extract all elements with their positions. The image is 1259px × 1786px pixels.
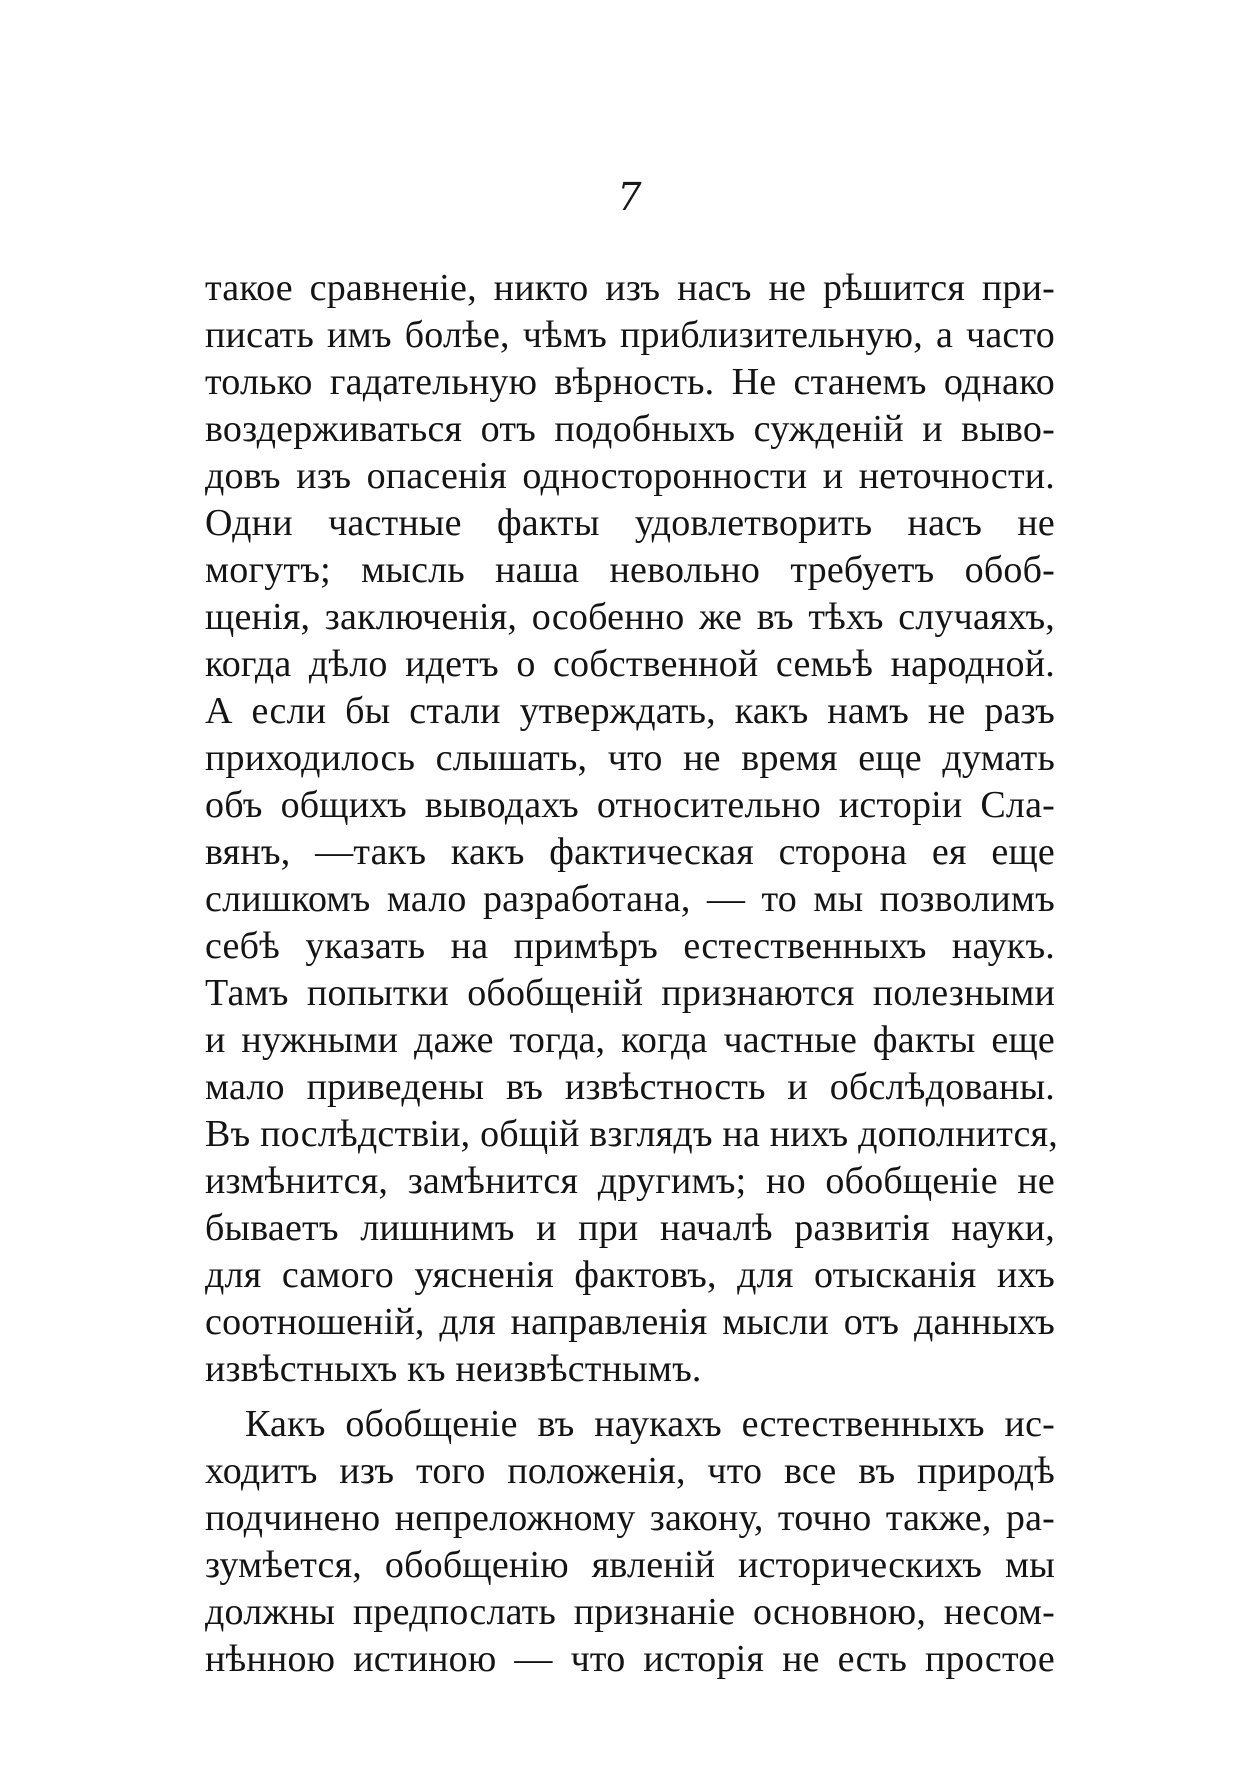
- text-line: измѣнится, замѣнится другимъ; но обобщеніе не: [205, 1160, 1055, 1202]
- text-line: Какъ обобщеніе въ наукахъ естественныхъ ис-: [245, 1403, 1055, 1445]
- text-line: только гадательную вѣрность. Не станемъ однако: [205, 361, 1055, 403]
- text-line: когда дѣло идетъ о собственной семьѣ народной.: [205, 643, 1055, 685]
- text-line: могутъ; мысль наша невольно требуетъ обоб-: [205, 549, 1055, 591]
- text-line: довъ изъ опасенія односторонности и неточности.: [205, 455, 1055, 497]
- text-line: для самого уясненія фактовъ, для отысканія ихъ: [205, 1254, 1055, 1296]
- text-line: и нужными даже тогда, когда частные факты еще: [205, 1019, 1055, 1061]
- text-line: Въ послѣдствіи, общій взглядъ на нихъ дополнится,: [205, 1113, 1058, 1155]
- text-line: нѣнною истиною — что исторія не есть простое: [205, 1638, 1055, 1680]
- text-line: писать имъ болѣе, чѣмъ приблизительную, а часто: [205, 314, 1055, 356]
- text-line: соотношеній, для направленія мысли отъ данныхъ: [205, 1301, 1055, 1343]
- text-line: бываетъ лишнимъ и при началѣ развитія науки,: [205, 1207, 1055, 1249]
- text-line: вянъ, —такъ какъ фактическая сторона ея еще: [205, 831, 1055, 873]
- text-line: зумѣется, обобщенію явленій историческихъ мы: [205, 1544, 1055, 1586]
- paragraph-2: [205, 1401, 1055, 1683]
- text-line: Тамъ попытки обобщеній признаются полезными: [205, 972, 1055, 1014]
- text-line: воздерживаться отъ подобныхъ сужденій и выво-: [205, 408, 1055, 450]
- text-line: приходилось слышать, что не время еще думать: [205, 737, 1055, 779]
- text-line: А если бы стали утверждать, какъ намъ не разъ: [205, 690, 1055, 732]
- paragraph-gap: [205, 1393, 1055, 1401]
- text-line: извѣстныхъ къ неизвѣстнымъ.: [205, 1348, 702, 1390]
- text-line: себѣ указать на примѣръ естественныхъ наукъ.: [205, 925, 1055, 967]
- text-line: щенія, заключенія, особенно же въ тѣхъ случаяхъ,: [205, 596, 1055, 638]
- text-line: слишкомъ мало разработана, — то мы позволимъ: [205, 878, 1055, 920]
- text-line: мало приведены въ извѣстность и обслѣдованы.: [205, 1066, 1055, 1108]
- text-line: ходитъ изъ того положенія, что все въ природѣ: [205, 1450, 1055, 1492]
- text-line: Одни частные факты удовлетворить насъ не: [205, 502, 1055, 544]
- text-line: такое сравненіе, никто изъ насъ не рѣшится при-: [205, 267, 1055, 309]
- text-line: объ общихъ выводахъ относительно исторіи Сла-: [205, 784, 1055, 826]
- text-line: подчинено непреложному закону, точно также, ра-: [205, 1497, 1055, 1539]
- paragraph-1: [205, 265, 1058, 1393]
- body-text: [205, 265, 1058, 1683]
- text-line: должны предпослать признаніе основною, несом-: [205, 1591, 1055, 1633]
- page-number: 7: [617, 175, 642, 219]
